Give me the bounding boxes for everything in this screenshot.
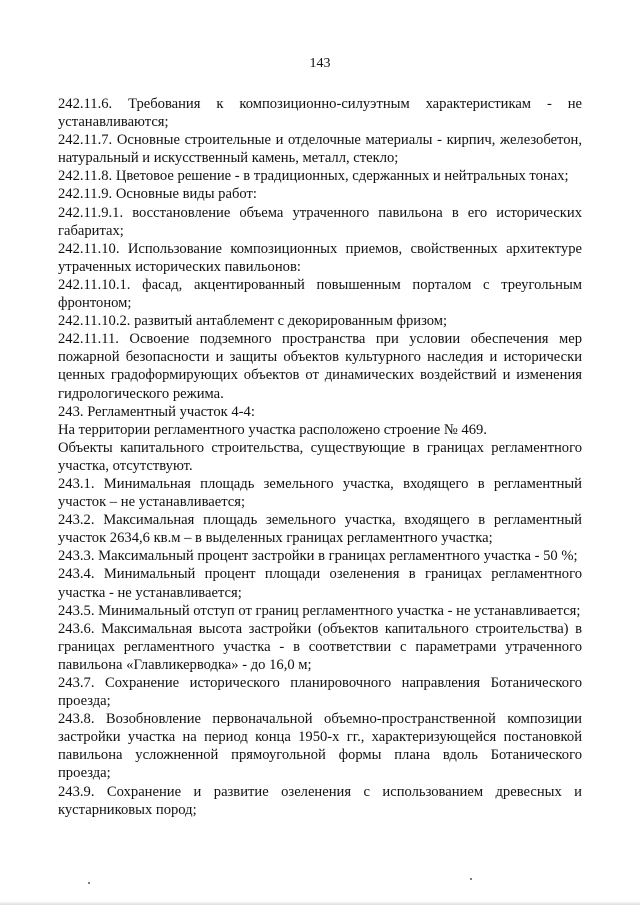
page-number: 143 [309, 56, 331, 71]
paragraph-243-8: 243.8. Возобновление первоначальной объемно-пространственной композиции застройки участка на период конца 1950-х гг., характеризующейся постановкой павильона усложненной прямоугольной формы плана вдоль Ботанического проезда; [58, 711, 582, 782]
scan-speck [88, 882, 90, 884]
paragraph-243-objects: Объекты капитального строительства, существующие в границах регламентного участка, отсутствуют. [58, 439, 582, 474]
paragraph-242-11-6: 242.11.6. Требования к композиционно-силуэтным характеристикам - не устанавливаются; [58, 96, 582, 131]
paragraph-242-11-9: 242.11.9. Основные виды работ: [58, 186, 257, 203]
paragraph-243-6: 243.6. Максимальная высота застройки (объектов капитального строительства) в границах регламентного участка - в соответствии с параметрами утраченного павильона «Главликерводка» - до 16,0 м; [58, 620, 582, 673]
document-body [58, 95, 582, 819]
paragraph-242-11-10: 242.11.10. Использование композиционных приемов, свойственных архитектуре утраченных исторических павильонов: [58, 240, 582, 275]
paragraph-243-1: 243.1. Минимальная площадь земельного участка, входящего в регламентный участок – не устанавливается; [58, 475, 582, 511]
paragraph-243-4: 243.4. Минимальный процент площади озеленения в границах регламентного участка - не устанавливается; [58, 566, 582, 601]
scan-speck [470, 878, 472, 880]
paragraph-242-11-9-1: 242.11.9.1. восстановление объема утраченного павильона в его исторических габаритах; [58, 204, 582, 239]
paragraph-242-11-7: 242.11.7. Основные строительные и отделочные материалы - кирпич, железобетон, натуральный и искусственный камень, металл, стекло; [58, 132, 582, 167]
paragraph-243-2: 243.2. Максимальная площадь земельного участка, входящего в регламентный участок 2634,6 кв.м – в выделенных границах регламентного участка; [58, 512, 582, 547]
paragraph-242-11-8: 242.11.8. Цветовое решение - в традиционных, сдержанных и нейтральных тонах; [58, 168, 569, 185]
paragraph-243-5: 243.5. Минимальный отступ от границ регламентного участка - не устанавливается; [58, 602, 581, 619]
paragraph-243-3: 243.3. Максимальный процент застройки в границах регламентного участка - 50 %; [58, 548, 578, 565]
paragraph-242-11-10-1: 242.11.10.1. фасад, акцентированный повышенным порталом с треугольным фронтоном; [58, 276, 582, 312]
paragraph-243-7: 243.7. Сохранение исторического планировочного направления Ботанического проезда; [58, 675, 582, 710]
scan-edge-shadow [0, 901, 640, 905]
paragraph-242-11-10-2: 242.11.10.2. развитый антаблемент с декорированным фризом; [58, 313, 448, 330]
paragraph-243-building: На территории регламентного участка расположено строение № 469. [58, 421, 487, 438]
paragraph-242-11-11: 242.11.11. Освоение подземного пространства при условии обеспечения мер пожарной безопасности и защиты объектов культурного наследия и исторически ценных градоформирующих объектов от динамических воздействий и изменения гидрологического режима. [58, 331, 582, 402]
paragraph-243-heading: 243. Регламентный участок 4-4: [58, 403, 255, 420]
paragraph-243-9: 243.9. Сохранение и развитие озеленения с использованием древесных и кустарниковых пород; [58, 783, 582, 818]
